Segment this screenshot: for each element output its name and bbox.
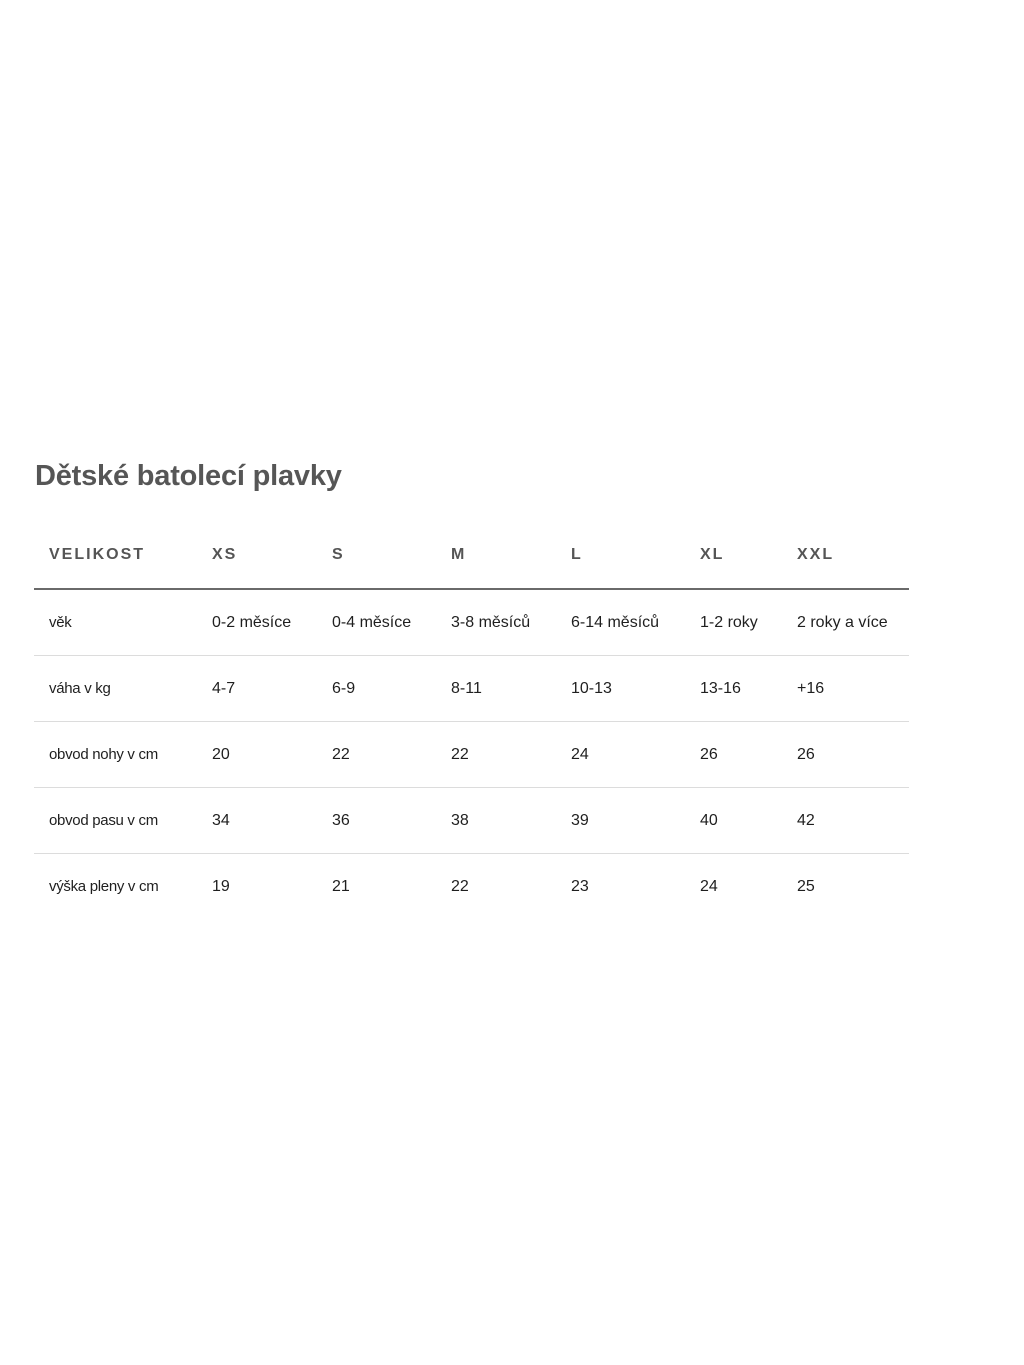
- table-row-waist-circumference: [34, 788, 909, 854]
- row-label: výška pleny v cm: [49, 878, 159, 895]
- table-cell: 4-7: [197, 656, 317, 722]
- table-row-diaper-height: [34, 854, 909, 920]
- header-size-s: S: [317, 522, 436, 589]
- table-cell: 8-11: [436, 656, 556, 722]
- table-header-row: [34, 522, 909, 589]
- header-size-xxl: XXL: [782, 522, 909, 589]
- table-cell: 2 roky a více: [782, 589, 909, 656]
- header-size-xs: XS: [197, 522, 317, 589]
- table-cell: 36: [317, 788, 436, 854]
- table-cell: 25: [797, 877, 815, 895]
- table-cell: 40: [685, 788, 782, 854]
- header-size-l: L: [556, 522, 685, 589]
- table-cell: 24: [556, 722, 685, 788]
- table-cell: 38: [436, 788, 556, 854]
- table-cell: 26: [782, 722, 909, 788]
- table-cell: 6-14 měsíců: [556, 589, 685, 656]
- table-cell: 39: [556, 788, 685, 854]
- table-cell: 20: [197, 722, 317, 788]
- table-cell: 6-9: [317, 656, 436, 722]
- header-size-label: VELIKOST: [34, 522, 197, 589]
- table-cell: 1-2 roky: [685, 589, 782, 656]
- header-size-xl: XL: [685, 522, 782, 589]
- table-cell: 13-16: [685, 656, 782, 722]
- row-label: obvod nohy v cm: [34, 722, 197, 788]
- table-row-weight: [34, 656, 909, 722]
- table-cell: 22: [317, 722, 436, 788]
- size-chart-table: [34, 522, 909, 919]
- table-cell: 21: [332, 877, 350, 895]
- table-cell: 24: [700, 877, 718, 895]
- table-cell: 42: [782, 788, 909, 854]
- table-cell: 23: [571, 877, 589, 895]
- table-cell: 22: [436, 722, 556, 788]
- table-row-age: [34, 589, 909, 656]
- row-label: obvod pasu v cm: [34, 788, 197, 854]
- table-cell: 22: [451, 877, 469, 895]
- table-cell: 0-2 měsíce: [197, 589, 317, 656]
- table-cell: +16: [782, 656, 909, 722]
- table-cell: 0-4 měsíce: [317, 589, 436, 656]
- table-cell: 3-8 měsíců: [436, 589, 556, 656]
- table-cell: 26: [685, 722, 782, 788]
- header-size-m: M: [436, 522, 556, 589]
- table-cell: 10-13: [556, 656, 685, 722]
- page-title: Dětské batolecí plavky: [35, 460, 342, 492]
- row-label: váha v kg: [34, 656, 197, 722]
- row-label: věk: [34, 589, 197, 656]
- table-cell: 34: [197, 788, 317, 854]
- table-cell: 19: [212, 877, 230, 895]
- table-row-leg-circumference: [34, 722, 909, 788]
